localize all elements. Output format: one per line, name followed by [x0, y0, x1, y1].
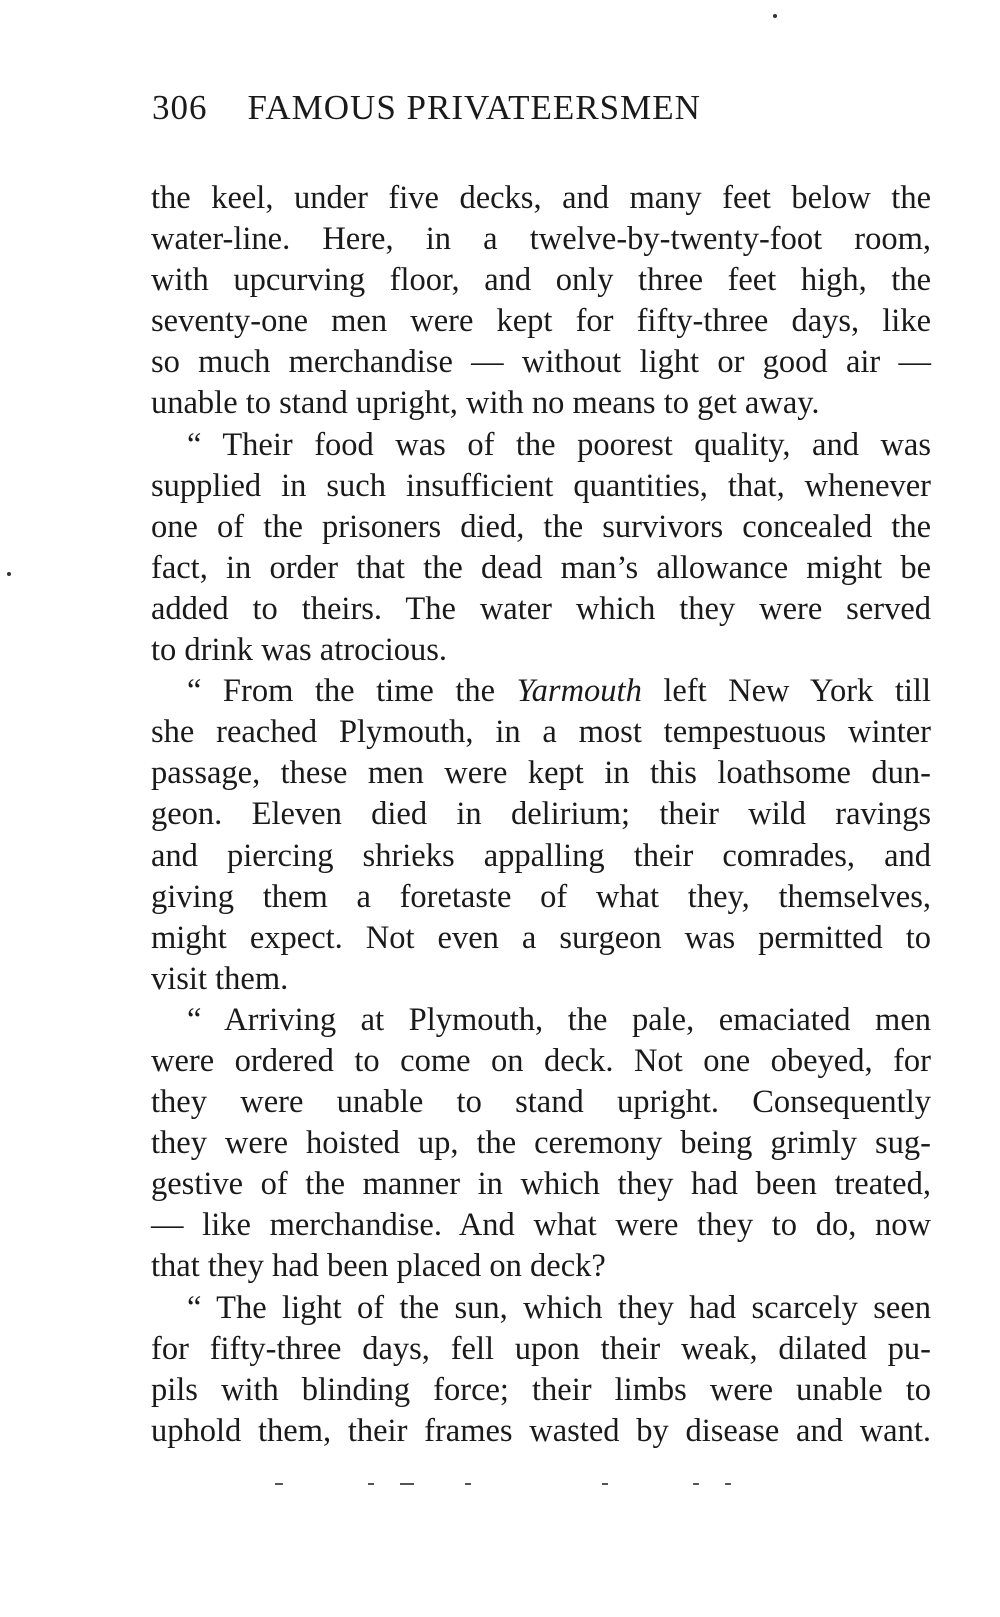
text-line: — like merchandise. And what were they to do, now — [151, 1207, 931, 1244]
text-line: they were unable to stand upright. Consequently — [151, 1084, 931, 1121]
text-line: might expect. Not even a surgeon was permitted to — [151, 919, 931, 956]
text-line: they were hoisted up, the ceremony being grimly sug- — [151, 1125, 931, 1162]
text-line: geon. Eleven died in delirium; their wild ravings — [151, 796, 931, 833]
text-line: supplied in such insufficient quantities, that, whenever — [151, 467, 931, 504]
scan-speck — [602, 1483, 608, 1485]
scan-speck — [773, 14, 777, 18]
text-line: added to theirs. The water which they were served — [151, 590, 931, 627]
text-line: visit them. — [151, 960, 289, 997]
paragraph-start-line: “ Arriving at Plymouth, the pale, emaciated men — [187, 1001, 931, 1038]
scan-specks-footer — [265, 1483, 745, 1489]
page-number: 306 — [152, 88, 208, 127]
text-line: she reached Plymouth, in a most tempestuous winter — [151, 714, 931, 751]
text-line: water-line. Here, in a twelve-by-twenty-foot room, — [151, 221, 931, 258]
text-line: seventy-one men were kept for fifty-three days, like — [151, 303, 931, 340]
scan-speck — [400, 1483, 414, 1485]
scan-speck — [368, 1483, 374, 1485]
text-line: the keel, under five decks, and many feet below the — [151, 180, 931, 216]
scan-speck — [725, 1483, 731, 1485]
text-line: passage, these men were kept in this loathsome dun- — [151, 755, 931, 792]
text-line: with upcurving floor, and only three feet high, the — [151, 262, 931, 299]
scan-speck — [465, 1483, 471, 1485]
text-line: and piercing shrieks appalling their comrades, and — [151, 837, 931, 874]
running-title: FAMOUS PRIVATEERSMEN — [247, 88, 701, 127]
scan-speck — [275, 1483, 283, 1485]
text-line: were ordered to come on deck. Not one obeyed, for — [151, 1042, 931, 1079]
text-line: to drink was atrocious. — [151, 632, 448, 669]
text-line: giving them a foretaste of what they, themselves, — [151, 878, 931, 915]
scan-speck — [693, 1483, 699, 1485]
text-line: one of the prisoners died, the survivors concealed the — [151, 508, 931, 545]
running-header — [152, 88, 701, 128]
text-fragment: “ From the time the — [187, 673, 517, 710]
text-line: that they had been placed on deck? — [151, 1248, 606, 1285]
text-fragment: left New York till — [641, 673, 931, 710]
text-line: fact, in order that the dead man’s allowance might be — [151, 549, 931, 586]
page-body — [151, 178, 931, 1452]
text-line: so much merchandise — without light or good air — — [151, 344, 931, 381]
text-line: for fifty-three days, fell upon their weak, dilated pu- — [151, 1330, 931, 1367]
text-line: pils with blinding force; their limbs were unable to — [151, 1371, 931, 1408]
text-line: gestive of the manner in which they had been treated, — [151, 1166, 931, 1203]
paragraph-start-line — [151, 671, 931, 712]
text-line: uphold them, their frames wasted by disease and want. — [151, 1412, 931, 1449]
text-line: unable to stand upright, with no means to get away. — [151, 385, 820, 422]
paragraph-start-line: “ Their food was of the poorest quality, and was — [187, 426, 931, 463]
paragraph-start-line: “ The light of the sun, which they had scarcely seen — [187, 1289, 931, 1326]
ship-name: Yarmouth — [516, 673, 642, 710]
scan-speck — [7, 572, 11, 576]
